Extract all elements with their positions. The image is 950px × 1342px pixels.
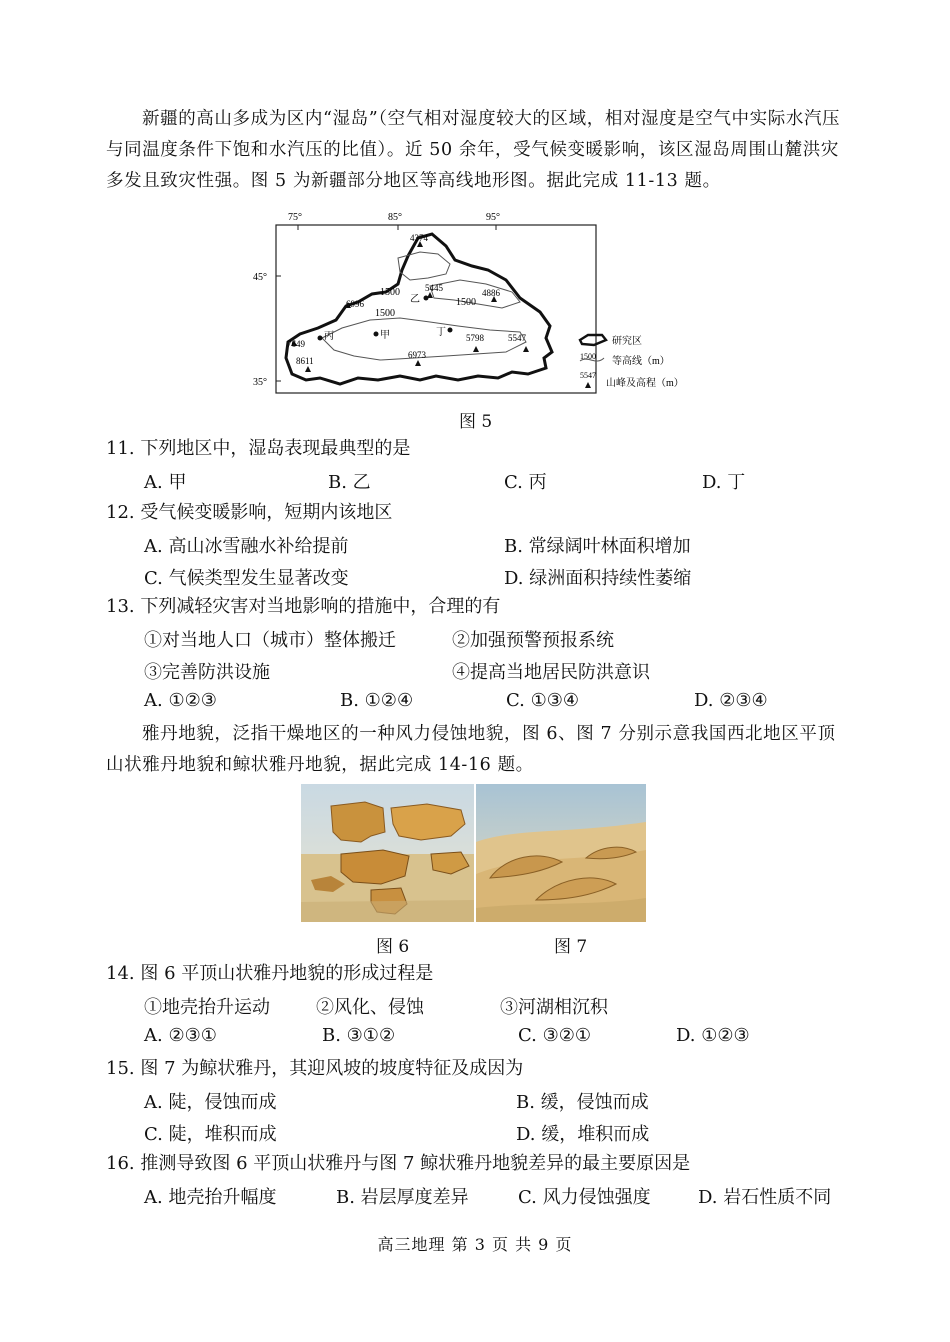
q13-statement-3: ③完善防洪设施: [144, 662, 270, 683]
intro-paragraph-1: 新疆的高山多成为区内“湿岛”（空气相对湿度较大的区域，相对湿度是空气中实际水汽压与同温度条件下饱和水汽压的比值）。近 50 余年，受气候变暖影响，该区湿岛周围山麓洪灾多发且致灾性强。图 5 为新疆部分地区等高线地形图。据此完成 11-13 题。: [106, 109, 841, 191]
q14-statement-1: ①地壳抬升运动: [144, 997, 270, 1018]
lon-label: 75°: [288, 212, 302, 223]
intro-paragraph-2: 雅丹地貌，泛指干燥地区的一种风力侵蚀地貌，图 6、图 7 分别示意我国西北地区平顶山状雅丹地貌和鲸状雅丹地貌，据此完成 14-16 题。: [106, 724, 836, 775]
q13-option-c: C. ①③④: [506, 690, 579, 711]
peak-label: 7649: [287, 339, 305, 349]
peak-label: 4886: [482, 288, 500, 298]
q15-option-b: B. 缓，侵蚀而成: [516, 1092, 649, 1113]
q11-option-b: B. 乙: [328, 472, 371, 493]
q14-statement-2: ②风化、侵蚀: [316, 997, 424, 1018]
q11-stem: 11. 下列地区中，湿岛表现最典型的是: [106, 438, 411, 459]
fig7-caption: 图 7: [554, 937, 588, 957]
contour-label: 1500: [456, 297, 476, 308]
place-yi: 乙: [410, 294, 420, 305]
lon-label: 95°: [486, 212, 500, 223]
q13-option-a: A. ①②③: [144, 690, 217, 711]
q14-statement-3: ③河湖相沉积: [500, 997, 608, 1018]
peak-label: 6996: [346, 299, 364, 309]
q13-statement-1: ①对当地人口（城市）整体搬迁: [144, 630, 396, 651]
peak-label: 5798: [466, 333, 484, 343]
peak-label: 5547: [508, 333, 526, 343]
contour-label: 1500: [380, 287, 400, 298]
q14-option-a: A. ②③①: [144, 1025, 217, 1046]
q13-statement-4: ④提高当地居民防洪意识: [452, 662, 650, 683]
q11-option-c: C. 丙: [504, 472, 547, 493]
q12-stem: 12. 受气候变暖影响，短期内该地区: [106, 502, 393, 523]
q11-option-d: D. 丁: [702, 472, 746, 493]
peak-label: 8611: [296, 356, 314, 366]
q15-stem: 15. 图 7 为鲸状雅丹，其迎风坡的坡度特征及成因为: [106, 1058, 524, 1079]
q12-option-a: A. 高山冰雪融水补给提前: [144, 536, 349, 557]
legend-contour-sample: 1500: [580, 352, 596, 361]
q15-option-a: A. 陡，侵蚀而成: [144, 1092, 277, 1113]
place-bing: 丙: [324, 331, 334, 342]
study-area-outline: [286, 234, 552, 384]
q16-stem: 16. 推测导致图 6 平顶山状雅丹与图 7 鲸状雅丹地貌差异的最主要原因是: [106, 1153, 691, 1174]
q16-option-c: C. 风力侵蚀强度: [518, 1187, 651, 1208]
fig7-whale-yardang-image: [476, 784, 646, 922]
q13-option-b: B. ①②④: [340, 690, 414, 711]
place-jia: 甲: [380, 330, 390, 341]
q13-option-d: D. ②③④: [694, 690, 768, 711]
peak-label: 4374: [410, 233, 428, 243]
q11-option-a: A. 甲: [144, 472, 187, 493]
q16-option-a: A. 地壳抬升幅度: [144, 1187, 277, 1208]
q13-statement-2: ②加强预警预报系统: [452, 630, 614, 651]
legend-peak-sample: 5547: [580, 371, 596, 380]
legend-area-label: 研究区: [612, 336, 642, 347]
lat-label: 45°: [253, 272, 267, 283]
q16-option-b: B. 岩层厚度差异: [336, 1187, 469, 1208]
legend-peak-label: 山峰及高程（m）: [606, 378, 684, 389]
q14-option-d: D. ①②③: [676, 1025, 750, 1046]
lon-label: 85°: [388, 212, 402, 223]
q13-stem: 13. 下列减轻灾害对当地影响的措施中，合理的有: [106, 596, 501, 617]
q12-option-d: D. 绿洲面积持续性萎缩: [504, 568, 692, 589]
q15-option-d: D. 缓，堆积而成: [516, 1124, 650, 1145]
q14-option-c: C. ③②①: [518, 1025, 591, 1046]
fig6-flat-top-yardang-image: [301, 784, 474, 922]
place-ding: 丁: [436, 327, 446, 338]
peak-label: 6973: [408, 350, 426, 360]
xinjiang-contour-map: [250, 208, 710, 398]
peak-label: 5445: [425, 283, 443, 293]
q15-option-c: C. 陡，堆积而成: [144, 1124, 277, 1145]
page-footer: 高三地理 第 3 页 共 9 页: [377, 1235, 573, 1254]
q12-option-b: B. 常绿阔叶林面积增加: [504, 536, 691, 557]
legend-area-symbol: [580, 335, 606, 345]
fig5-caption: 图 5: [459, 412, 493, 432]
q14-option-b: B. ③①②: [322, 1025, 396, 1046]
q16-option-d: D. 岩石性质不同: [698, 1187, 832, 1208]
q14-stem: 14. 图 6 平顶山状雅丹地貌的形成过程是: [106, 963, 434, 984]
q12-option-c: C. 气候类型发生显著改变: [144, 568, 349, 589]
legend-contour-label: 等高线（m）: [612, 356, 670, 367]
fig6-caption: 图 6: [376, 937, 410, 957]
contour-label: 1500: [375, 308, 395, 319]
lat-label: 35°: [253, 377, 267, 388]
